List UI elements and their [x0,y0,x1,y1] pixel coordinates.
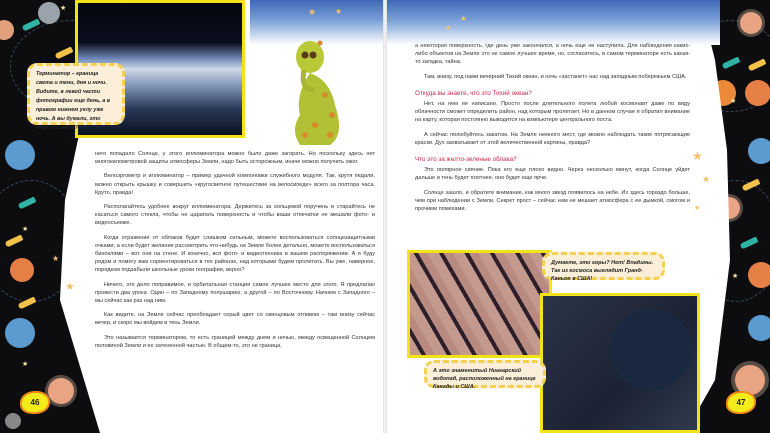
paragraph: Ничего, это дело поправимое, и орбитальная станция самое лучшее место для этого. Я предлагаю провести два урока. Один – по Западному полушарию, а другой – по Восточному. Начнем с Западного – мы сейчас как раз над ним. [95,281,375,305]
book-gutter [383,0,387,433]
star-icon: ★ [22,226,29,233]
star-icon: ★ [445,25,452,32]
paragraph: Солнце зашло, и обратите внимание, как много звезд появилось на небе. Их здесь гораздо больше, чем при наблюдении с Земли. Секрет прост – сейчас нам не мешает атмосфера с ее дымкой, смогом и прочими помехами. [415,189,690,213]
paragraph: Располагайтесь удобнее вокруг иллюминатора. Держитесь за кольцевой поручень и старайтесь не касаться самого стекла, чтобы не царапать поверхность и чтобы ваши отпечатки не мешали фото- и видеосъемке. [95,204,375,227]
right-page-text [415,42,690,219]
star-icon: ★ [692,149,703,163]
paragraph: него попадало Солнце, у этого иллюминатора можно было даже загорать. Но поскольку здесь нет многокилометровой защиты атмосферы Земли, надо быть осторожным, иначе можно получить ожог. [95,151,375,166]
photo-caption-terminator: Терминатор – граница света и тени, дня и ночи. Видите, в левой части фотографии еще день, а в правом нижнем углу уже ночь. А вы думали, это дефект кадра? [27,63,125,125]
paragraph: Это полярное сияние. Пока его еще плохо видно. Через несколько минут, когда Солнце уйдет дальше и тень будет плотнее, оно будет еще ярче. [415,167,690,182]
niagara-falls-photo [540,293,700,433]
planet-icon [5,318,35,348]
star-icon: ★ [65,281,75,293]
paragraph: а некоторая поверхность, где день уже закончился, а ночь еще не наступила. Для наблюдения каких-либо объектов на Земле это не самое лучшее время, но, согласитесь, в самом терминаторе есть какая-то загадка, тайна. [415,43,690,66]
star-icon: ★ [308,7,317,17]
alien-character-illustration [290,35,350,150]
page-number-right: 47 [726,391,756,414]
paragraph: Это называется терминатором, то есть границей между днем и ночью, между освещенной Солнцем половиной Земли и ее затененной частью. В общем-то, это не граница, [95,334,375,349]
star-icon: ★ [732,273,739,280]
section-heading: Что это за желто-зеленые облака? [415,156,517,164]
planet-icon [5,140,35,170]
saturn-icon [48,378,74,404]
page-number-left: 46 [20,391,50,414]
paragraph: Как видите, на Земле сейчас преобладает серый цвет со свинцовым отливом – там внизу сейчас вечер, и скоро мы войдем в тень Земли. [95,312,375,327]
planet-icon [38,2,60,24]
paragraph: А сейчас полюбуйтесь закатом. На Земле немного мест, где можно наблюдать такие потрясающие краски. Дух захватывает от этой величественной картины, правда? [415,131,690,146]
star-icon: ★ [335,7,343,16]
left-page-text [95,150,375,356]
moon-icon [5,413,21,429]
planet-icon [10,258,34,282]
star-icon: ★ [60,5,67,12]
star-icon: ★ [460,14,468,23]
grand-canyon-photo [407,250,552,358]
photo-caption-canyon: Думаете, это горы? Нет! Впадины. Так из космоса выглядит Гранд-Каньон в США! [542,252,665,280]
photo-caption-niagara: А это знаменитый Ниагарский водопад, расположенный на границе Канады и США. [424,360,546,388]
planet-icon [748,262,770,288]
star-icon: ★ [52,254,60,263]
star-icon: ★ [730,98,737,105]
star-icon: ★ [22,361,29,368]
planet-icon [748,315,770,341]
planet-icon [745,80,770,106]
planet-icon [0,20,14,40]
planet-icon [748,138,770,164]
paragraph: Велоэргометр и иллюминатор – пример удачной компоновки служебного модуля. Так, крутя педали, можно открыть крышку и совершить «кругосветное путешествие на велосипеде» всего за полтора часа. Круто, правда! [95,173,375,196]
section-heading: Откуда вы знаете, что это Тихий океан? [415,89,532,97]
paragraph: Нет, на нем не написано. Просто после длительного полета любой космонавт даже по виду облачности сможет определить район, над которым пролетает. Но в данном случае я обратил внимание на карту, которая постоянно выводится на компьютере центрального поста. [415,101,690,124]
star-icon: ★ [702,174,711,184]
paragraph: Там, внизу, под нами вечерний Тихий океан, и ночь «застанет» нас над западным побережьем США. [424,73,687,80]
paragraph: Когда отражение от облаков будет слишком сильным, можете воспользоваться солнцезащитными очками, а если будет желание рассмотреть что-нибудь на Земле более детально, можете воспользоваться биноклями – вот они на стене. И конечно, вся фото- и видеотехника в вашем распоряжении. А я буду рядом и помогу вам сориентироваться в тех районах, над которыми будем пролетать. Вы уже, наверное, порядком подзабыли школьные уроки географии, верно? [95,234,375,274]
saturn-icon [740,12,762,34]
star-icon: ★ [694,205,701,212]
